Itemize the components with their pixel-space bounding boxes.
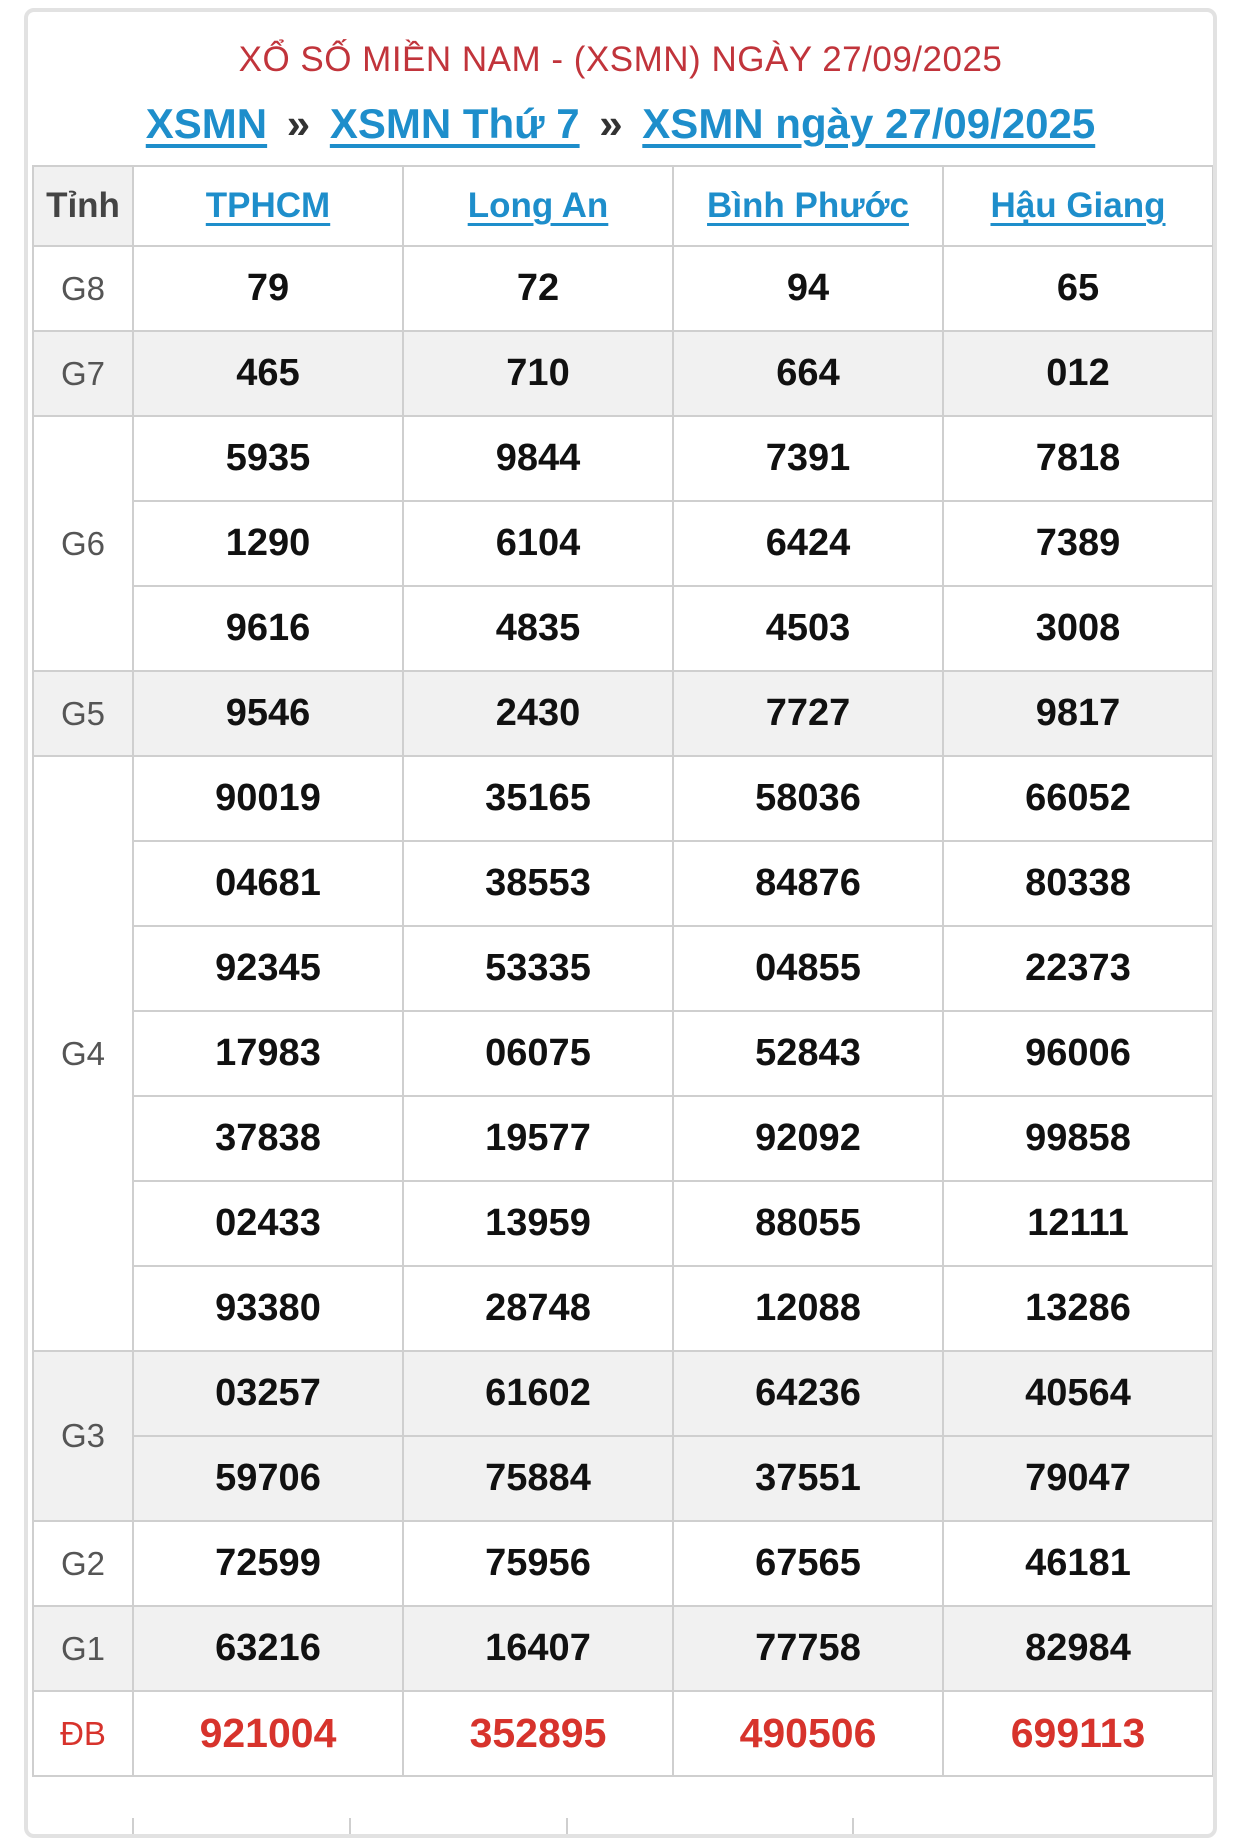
prize-number: 59706 — [133, 1436, 403, 1521]
province-label-header: Tỉnh — [33, 166, 133, 246]
prize-number: 84876 — [673, 841, 943, 926]
prize-number: 66052 — [943, 756, 1213, 841]
results-body — [33, 246, 1213, 1776]
prize-number: 64236 — [673, 1351, 943, 1436]
prize-label: G6 — [33, 416, 133, 671]
prize-number: 88055 — [673, 1181, 943, 1266]
prize-number: 58036 — [673, 756, 943, 841]
prize-number: 40564 — [943, 1351, 1213, 1436]
province-link-hau-giang[interactable]: Hậu Giang — [990, 186, 1166, 225]
table-row — [33, 1096, 1213, 1181]
prize-label: G4 — [33, 756, 133, 1351]
prize-label: ĐB — [33, 1691, 133, 1776]
prize-number: 75956 — [403, 1521, 673, 1606]
results-table — [32, 165, 1214, 1777]
prize-number: 53335 — [403, 926, 673, 1011]
prize-number: 67565 — [673, 1521, 943, 1606]
next-table-divider — [566, 1818, 568, 1838]
breadcrumb-link-xsmn-weekday[interactable]: XSMN Thứ 7 — [329, 100, 580, 147]
next-table-edge — [32, 1818, 1212, 1838]
table-row — [33, 756, 1213, 841]
prize-number: 664 — [673, 331, 943, 416]
table-row — [33, 501, 1213, 586]
table-header-row — [33, 166, 1213, 246]
prize-number: 4503 — [673, 586, 943, 671]
prize-number: 03257 — [133, 1351, 403, 1436]
prize-number: 710 — [403, 331, 673, 416]
table-row — [33, 246, 1213, 331]
prize-number: 4835 — [403, 586, 673, 671]
special-prize-number: 352895 — [403, 1691, 673, 1776]
province-header-binh-phuoc — [673, 166, 943, 246]
breadcrumb — [28, 100, 1213, 148]
next-table-divider — [349, 1818, 351, 1838]
prize-label: G2 — [33, 1521, 133, 1606]
prize-number: 7727 — [673, 671, 943, 756]
prize-number: 52843 — [673, 1011, 943, 1096]
special-prize-number: 921004 — [133, 1691, 403, 1776]
prize-number: 75884 — [403, 1436, 673, 1521]
prize-number: 46181 — [943, 1521, 1213, 1606]
prize-number: 93380 — [133, 1266, 403, 1351]
prize-number: 17983 — [133, 1011, 403, 1096]
prize-number: 80338 — [943, 841, 1213, 926]
prize-number: 06075 — [403, 1011, 673, 1096]
table-row — [33, 1266, 1213, 1351]
prize-number: 9817 — [943, 671, 1213, 756]
prize-number: 1290 — [133, 501, 403, 586]
prize-number: 65 — [943, 246, 1213, 331]
prize-number: 90019 — [133, 756, 403, 841]
table-row — [33, 1436, 1213, 1521]
prize-label: G7 — [33, 331, 133, 416]
prize-number: 3008 — [943, 586, 1213, 671]
next-table-divider — [852, 1818, 854, 1838]
special-prize-number: 490506 — [673, 1691, 943, 1776]
breadcrumb-link-xsmn[interactable]: XSMN — [145, 100, 268, 147]
breadcrumb-link-xsmn-date[interactable]: XSMN ngày 27/09/2025 — [642, 100, 1096, 147]
province-link-long-an[interactable]: Long An — [467, 186, 609, 225]
prize-number: 7818 — [943, 416, 1213, 501]
prize-number: 7391 — [673, 416, 943, 501]
prize-number: 61602 — [403, 1351, 673, 1436]
breadcrumb-separator: » — [599, 100, 623, 147]
prize-number: 13959 — [403, 1181, 673, 1266]
breadcrumb-separator: » — [286, 100, 311, 147]
prize-number: 7389 — [943, 501, 1213, 586]
province-header-hau-giang — [943, 166, 1213, 246]
province-link-binh-phuoc[interactable]: Bình Phước — [707, 186, 909, 225]
table-row — [33, 416, 1213, 501]
province-header-tphcm — [133, 166, 403, 246]
table-row — [33, 1691, 1213, 1776]
prize-number: 012 — [943, 331, 1213, 416]
prize-number: 79 — [133, 246, 403, 331]
table-row — [33, 841, 1213, 926]
prize-number: 96006 — [943, 1011, 1213, 1096]
prize-number: 465 — [133, 331, 403, 416]
prize-number: 04681 — [133, 841, 403, 926]
province-link-tphcm[interactable]: TPHCM — [205, 186, 331, 225]
prize-number: 35165 — [403, 756, 673, 841]
prize-number: 16407 — [403, 1606, 673, 1691]
province-header-long-an — [403, 166, 673, 246]
prize-number: 37838 — [133, 1096, 403, 1181]
prize-label: G3 — [33, 1351, 133, 1521]
prize-label: G1 — [33, 1606, 133, 1691]
prize-number: 2430 — [403, 671, 673, 756]
prize-label: G8 — [33, 246, 133, 331]
page-title: XỔ SỐ MIỀN NAM - (XSMN) NGÀY 27/09/2025 — [238, 40, 1003, 79]
prize-number: 63216 — [133, 1606, 403, 1691]
special-prize-number: 699113 — [943, 1691, 1213, 1776]
table-row — [33, 331, 1213, 416]
prize-number: 92345 — [133, 926, 403, 1011]
table-row — [33, 1181, 1213, 1266]
prize-number: 12088 — [673, 1266, 943, 1351]
prize-number: 99858 — [943, 1096, 1213, 1181]
table-row — [33, 586, 1213, 671]
prize-number: 92092 — [673, 1096, 943, 1181]
next-table-divider — [132, 1818, 134, 1838]
table-row — [33, 1351, 1213, 1436]
table-row — [33, 926, 1213, 1011]
prize-number: 13286 — [943, 1266, 1213, 1351]
prize-number: 28748 — [403, 1266, 673, 1351]
prize-number: 79047 — [943, 1436, 1213, 1521]
prize-number: 04855 — [673, 926, 943, 1011]
prize-number: 22373 — [943, 926, 1213, 1011]
prize-number: 72599 — [133, 1521, 403, 1606]
table-row — [33, 1606, 1213, 1691]
prize-number: 72 — [403, 246, 673, 331]
prize-number: 82984 — [943, 1606, 1213, 1691]
prize-number: 94 — [673, 246, 943, 331]
results-card — [24, 8, 1217, 1838]
prize-number: 37551 — [673, 1436, 943, 1521]
prize-label: G5 — [33, 671, 133, 756]
prize-number: 12111 — [943, 1181, 1213, 1266]
prize-number: 6104 — [403, 501, 673, 586]
prize-number: 02433 — [133, 1181, 403, 1266]
prize-number: 9844 — [403, 416, 673, 501]
prize-number: 5935 — [133, 416, 403, 501]
prize-number: 38553 — [403, 841, 673, 926]
prize-number: 19577 — [403, 1096, 673, 1181]
table-row — [33, 1521, 1213, 1606]
prize-number: 77758 — [673, 1606, 943, 1691]
prize-number: 9546 — [133, 671, 403, 756]
prize-number: 6424 — [673, 501, 943, 586]
table-row — [33, 1011, 1213, 1096]
table-row — [33, 671, 1213, 756]
prize-number: 9616 — [133, 586, 403, 671]
